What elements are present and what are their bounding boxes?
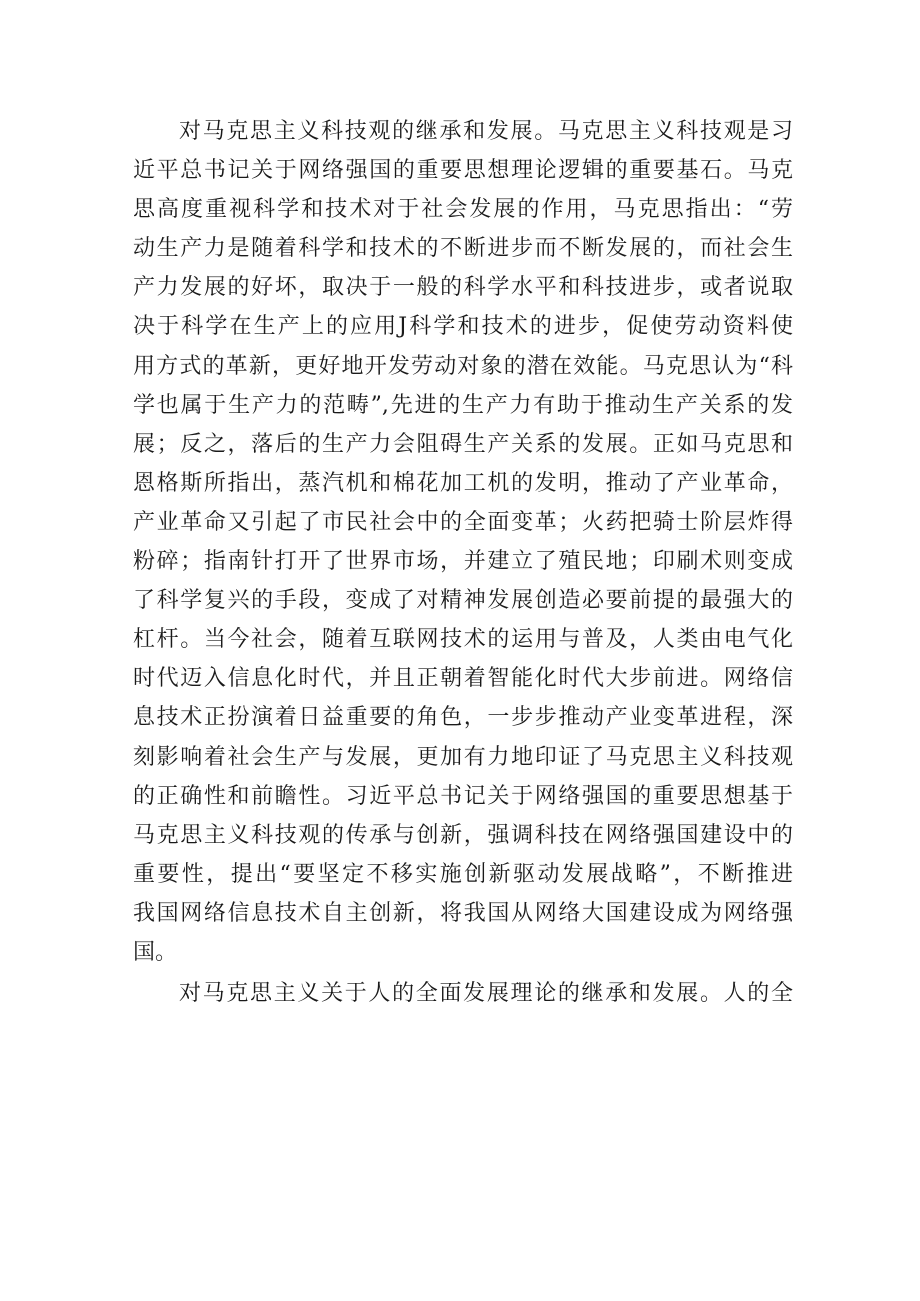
text-line: 用方式的革新，更好地开发劳动对象的潜在效能。马克思认为“科: [133, 353, 793, 379]
text-line: 动生产力是随着科学和技术的不断进步而不断发展的，而社会生: [133, 236, 793, 262]
paragraph-marxist-theory-of-human-development: [133, 974, 793, 1013]
text-line: 恩格斯所指出，蒸汽机和棉花加工机的发明，推动了产业革命，: [133, 470, 793, 496]
text-line: 产力发展的好坏，取决于一般的科学水平和科技进步，或者说取: [133, 275, 793, 301]
text-line: 马克思主义科技观的传承与创新，强调科技在网络强国建设中的: [133, 822, 793, 848]
text-line: 的正确性和前瞻性。习近平总书记关于网络强国的重要思想基于: [133, 783, 793, 809]
text-line: 决于科学在生产上的应用J科学和技术的进步，促使劳动资料使: [133, 314, 793, 340]
text-line: 了科学复兴的手段，变成了对精神发展创造必要前提的最强大的: [133, 588, 793, 614]
text-line: 国。: [133, 939, 178, 965]
body-text: [133, 112, 793, 1013]
text-line: 思高度重视科学和技术对于社会发展的作用，马克思指出：“劳: [133, 197, 793, 223]
paragraph-marxist-view-of-science-and-technology: [133, 112, 793, 972]
text-line: 学也属于生产力的范畴”,先进的生产力有助于推动生产关系的发: [133, 392, 793, 418]
text-line: 息技术正扮演着日益重要的角色，一步步推动产业变革进程，深: [133, 705, 793, 731]
text-line: 展；反之，落后的生产力会阻碍生产关系的发展。正如马克思和: [133, 431, 793, 457]
text-line: 产业革命又引起了市民社会中的全面变革；火药把骑士阶层炸得: [133, 509, 793, 535]
text-line: 重要性，提出“要坚定不移实施创新驱动发展战略”，不断推进: [133, 861, 793, 887]
text-line: 我国网络信息技术自主创新，将我国从网络大国建设成为网络强: [133, 900, 793, 926]
text-line: 刻影响着社会生产与发展，更加有力地印证了马克思主义科技观: [133, 744, 793, 770]
text-line: 杠杆。当今社会，随着互联网技术的运用与普及，人类由电气化: [133, 627, 793, 653]
text-line: 对马克思主义关于人的全面发展理论的继承和发展。人的全: [179, 981, 793, 1007]
text-line: 时代迈入信息化时代，并且正朝着智能化时代大步前进。网络信: [133, 666, 793, 692]
text-line: 近平总书记关于网络强国的重要思想理论逻辑的重要基石。马克: [133, 158, 793, 184]
text-line: 粉碎；指南针打开了世界市场，并建立了殖民地；印刷术则变成: [133, 549, 793, 575]
text-line: 对马克思主义科技观的继承和发展。马克思主义科技观是习: [179, 119, 793, 144]
